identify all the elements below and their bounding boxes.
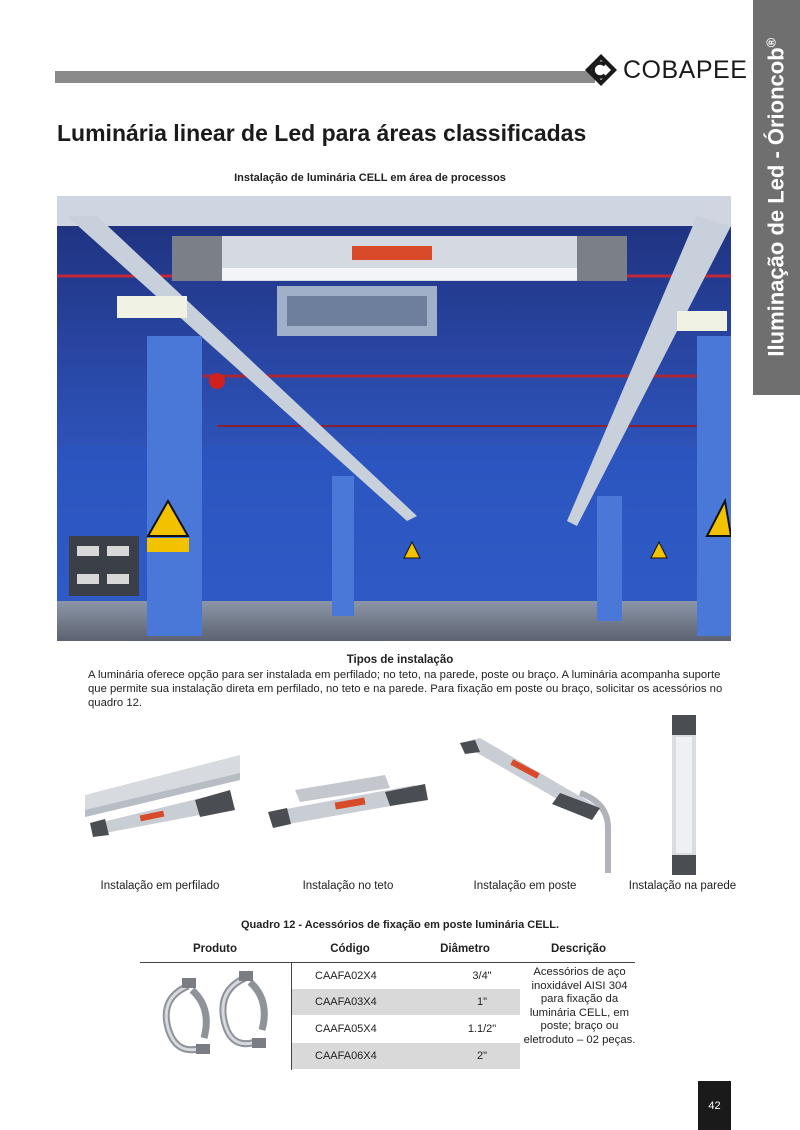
photo-caption: Instalação de luminária CELL em área de processos xyxy=(234,172,506,184)
product-code: CAAFA06X4 xyxy=(315,1050,377,1062)
product-code: CAAFA03X4 xyxy=(315,996,377,1008)
brand-name: COBAPEE xyxy=(623,55,748,84)
column-header-description: Descrição xyxy=(551,943,606,955)
product-description: Acessórios de aço inoxidável AISI 304 para fixação da luminária CELL, em poste; braço ou eletroduto – 02 peças. xyxy=(523,966,636,1046)
wall-mount-image xyxy=(670,715,698,875)
cobapee-logo-icon xyxy=(583,52,619,88)
product-diameter: 3/4" xyxy=(472,970,492,982)
pole-mount-image xyxy=(460,738,615,873)
registered-mark: ® xyxy=(763,38,779,48)
page-title: Luminária linear de Led para áreas classificadas xyxy=(57,120,587,146)
column-header-diameter: Diâmetro xyxy=(440,943,490,955)
process-area-photo xyxy=(57,196,731,641)
brand-logo xyxy=(583,52,748,88)
product-diameter: 1.1/2" xyxy=(467,1023,497,1035)
label-profile-mount: Instalação em perfilado xyxy=(100,880,220,892)
table-row xyxy=(292,1016,520,1042)
product-diameter: 1" xyxy=(476,996,488,1008)
side-tab-text: Iluminação de Led - Órioncob xyxy=(763,47,789,357)
product-diameter: 2" xyxy=(476,1050,488,1062)
table-row xyxy=(292,989,520,1015)
product-code: CAAFA05X4 xyxy=(315,1023,377,1035)
installation-types-text: A luminária oferece opção para ser instalada em perfilado; no teto, na parede, poste ou braço. A luminária acompanha suporte que permite sua instalação direta em perfilado, no teto e na parede. Para fixação em poste ou braço, solicitar os acessórios no quadro 12. xyxy=(88,669,723,709)
label-wall-mount: Instalação na parede xyxy=(628,880,737,892)
table-row xyxy=(292,1043,520,1069)
product-code: CAAFA02X4 xyxy=(315,970,377,982)
label-ceiling-mount: Instalação no teto xyxy=(302,880,394,892)
ceiling-mount-image xyxy=(265,770,430,830)
pole-clamp-image xyxy=(150,968,290,1068)
installation-types-heading: Tipos de instalação xyxy=(346,654,454,666)
label-pole-mount: Instalação em poste xyxy=(473,880,577,892)
profile-mount-image xyxy=(85,755,240,840)
table-row xyxy=(292,963,520,989)
page-number: 42 xyxy=(698,1081,731,1130)
column-header-product: Produto xyxy=(192,943,238,955)
side-tab-label xyxy=(753,0,800,395)
column-header-code: Código xyxy=(330,943,370,955)
header-bar xyxy=(55,71,595,83)
table-title: Quadro 12 - Acessórios de fixação em poste luminária CELL. xyxy=(240,919,560,931)
